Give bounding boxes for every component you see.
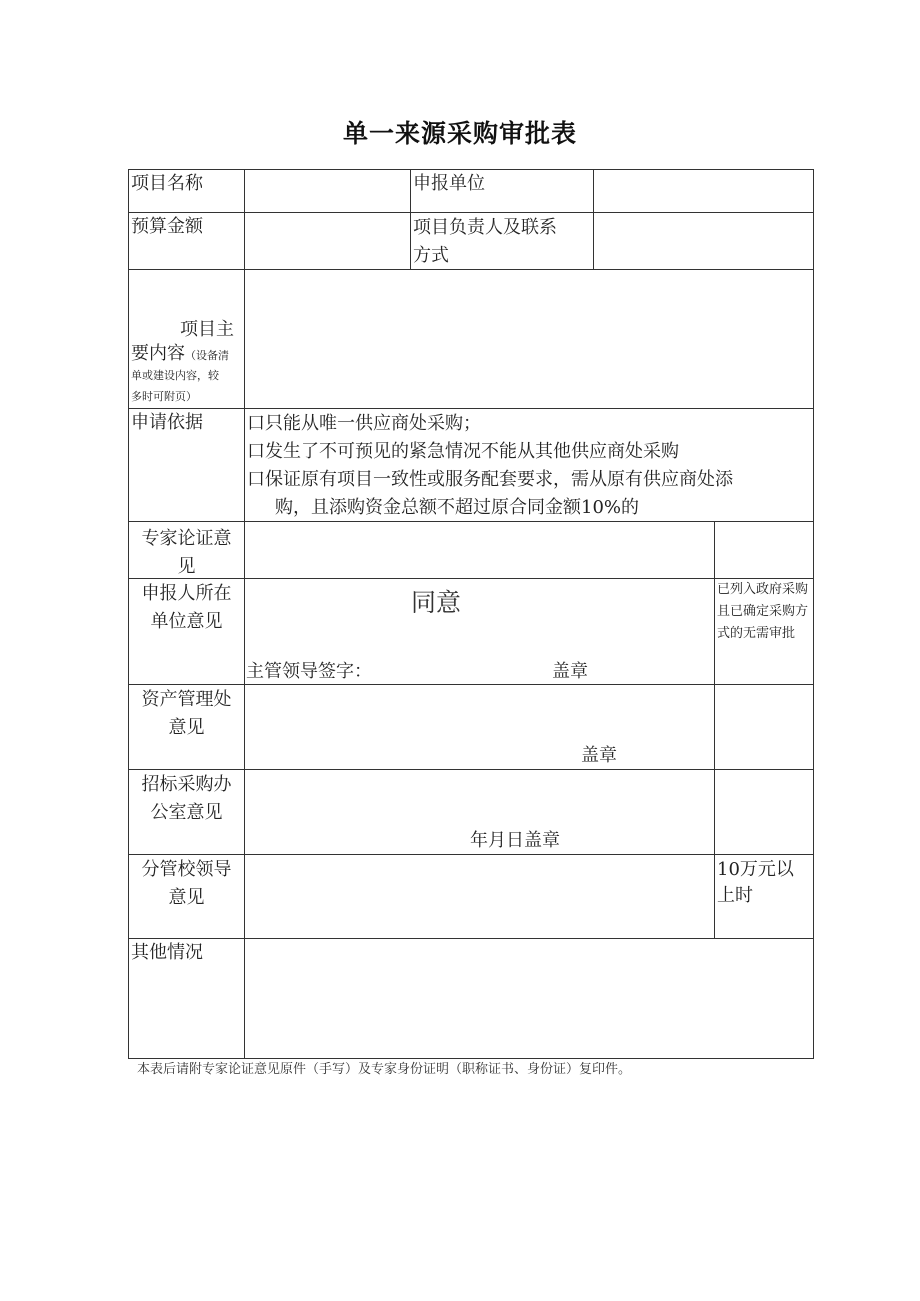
leader-contact-label-line2: 方式 [413, 245, 449, 266]
project-content-hint-a: （设备清 [185, 349, 229, 362]
table-border-right [813, 169, 814, 1059]
bidding-office-label-line2: 公室意见 [150, 802, 223, 823]
budget-label: 预算金额 [131, 216, 203, 237]
unit-opinion-label-line2: 单位意见 [150, 611, 223, 632]
school-leader-label-line1: 分管校领导 [141, 859, 232, 880]
bidding-office-label-line1: 招标采购办 [141, 774, 232, 795]
project-content-hint-c: 多时可附页） [131, 390, 197, 403]
column-divider [410, 169, 411, 269]
expert-opinion-label-line1: 专家论证意 [141, 528, 232, 549]
basis-label: 申请依据 [131, 412, 203, 433]
row-divider [128, 269, 814, 270]
basis-option-sole-supplier: 口只能从唯一供应商处采购； [247, 413, 481, 434]
asset-seal-label: 盖章 [581, 745, 617, 766]
unit-opinion-value: 同意 [411, 588, 462, 617]
asset-office-label-line1: 资产管理处 [141, 689, 232, 710]
project-content-label-main: 要内容 [131, 343, 185, 364]
row-divider [128, 684, 814, 685]
asset-office-label-line2: 意见 [168, 717, 205, 738]
unit-seal-label: 盖章 [552, 661, 588, 682]
threshold-note-line1: 10万元以 [717, 859, 794, 880]
project-content-hint-b: 单或建设内容，较 [131, 369, 219, 382]
unit-opinion-label-line1: 申报人所在 [141, 583, 232, 604]
leader-signature-label: 主管领导签字： [246, 661, 372, 682]
row-divider [128, 769, 814, 770]
row-divider [128, 938, 814, 939]
other-info-label: 其他情况 [131, 942, 203, 963]
page-title: 单一来源采购审批表 [342, 119, 577, 148]
reporting-unit-label: 申报单位 [413, 173, 485, 194]
row-divider [128, 212, 814, 213]
leader-contact-label-line1: 项目负责人及联系 [413, 217, 557, 238]
column-divider [593, 169, 594, 269]
side-column-divider [714, 521, 715, 938]
basis-option-consistency-cont: 购，且添购资金总额不超过原合同金额10%的 [275, 497, 640, 518]
project-content-label-line2 [131, 340, 229, 368]
footnote: 本表后请附专家论证意见原件（手写）及专家身份证明（职称证书、身份证）复印件。 [137, 1062, 632, 1077]
expert-opinion-label-line2: 见 [177, 556, 196, 577]
project-content-label-line1: 项目主 [180, 319, 234, 340]
exemption-note: 已列入政府采购且已确定采购方式的无需审批 [717, 582, 809, 641]
bidding-date-seal-label: 年月日盖章 [470, 830, 560, 851]
school-leader-label-line2: 意见 [168, 887, 205, 908]
basis-option-emergency: 口发生了不可预见的紧急情况不能从其他供应商处采购 [247, 441, 679, 462]
threshold-note-line2: 上时 [717, 885, 753, 906]
basis-option-consistency: 口保证原有项目一致性或服务配套要求，需从原有供应商处添 [247, 469, 733, 490]
project-name-label: 项目名称 [131, 173, 203, 194]
row-divider [128, 408, 814, 409]
